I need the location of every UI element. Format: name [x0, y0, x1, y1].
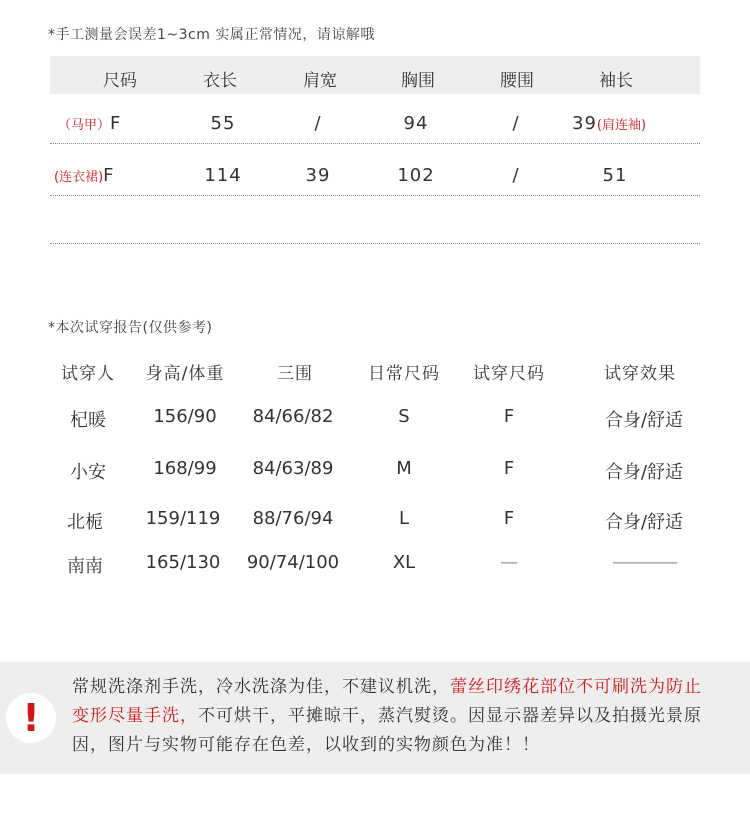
fit-cell: 北栀 [67, 512, 103, 533]
alert-badge [6, 693, 56, 743]
fit-cell: L [398, 508, 410, 529]
size-cell: / [512, 113, 520, 134]
fit-cell: ———— [612, 552, 676, 573]
fit-header-measurements: 三围 [277, 364, 313, 384]
fit-cell: 合身/舒适 [604, 512, 684, 533]
size-row-size: F [103, 165, 115, 186]
fit-cell: XL [392, 552, 416, 573]
fit-cell: 杞暖 [70, 410, 106, 431]
fit-cell: 合身/舒适 [604, 410, 684, 431]
fit-cell: — [500, 552, 518, 573]
exclamation-icon: ! [22, 696, 40, 740]
fit-cell: 168/99 [153, 458, 217, 479]
fit-cell: 165/130 [145, 552, 221, 573]
size-note: *手工测量会误差1~3cm 实属正常情况，请谅解哦 [48, 27, 375, 43]
fit-cell: 90/74/100 [246, 552, 340, 573]
fit-cell: 84/63/89 [252, 458, 334, 479]
size-row-tag: （马甲） [58, 118, 111, 133]
care-text-1: 常规洗涤剂手洗，冷水洗涤为佳，不建议机洗， [72, 677, 450, 697]
size-cell: 51 [602, 165, 628, 186]
size-header-sleeve: 袖长 [599, 71, 633, 91]
fit-cell: 84/66/82 [252, 406, 334, 427]
fit-note: *本次试穿报告(仅供参考) [48, 320, 213, 336]
size-header-size: 尺码 [103, 71, 137, 91]
size-row-vest-label [58, 113, 121, 134]
size-row-size: F [110, 113, 122, 134]
care-instructions [72, 673, 712, 760]
size-cell: 55 [210, 113, 236, 134]
fit-header-person: 试穿人 [61, 364, 115, 384]
size-cell: 114 [204, 165, 242, 186]
size-header-waist: 腰围 [500, 71, 534, 91]
fit-header-effect: 试穿效果 [604, 364, 676, 384]
fit-cell: F [503, 406, 515, 427]
size-cell: 94 [403, 113, 429, 134]
row-divider [50, 195, 700, 196]
fit-cell: 156/90 [153, 406, 217, 427]
fit-cell: 合身/舒适 [604, 462, 684, 483]
size-row-tag: (连衣裙) [54, 170, 104, 185]
size-row-dress-label [54, 165, 115, 186]
size-header-chest: 胸围 [401, 71, 435, 91]
size-cell: / [314, 113, 322, 134]
fit-cell: 159/119 [145, 508, 221, 529]
size-header-length: 衣长 [203, 71, 237, 91]
fit-cell: M [396, 458, 412, 479]
fit-cell: 88/76/94 [252, 508, 334, 529]
size-cell: 39 [305, 165, 331, 186]
fit-cell: S [398, 406, 410, 427]
fit-header-height-weight: 身高/体重 [145, 364, 225, 384]
row-divider [50, 243, 700, 244]
row-divider [50, 143, 700, 144]
size-header-shoulder: 肩宽 [303, 71, 337, 91]
fit-cell: F [503, 458, 515, 479]
fit-cell: 小安 [70, 462, 106, 483]
size-cell: 102 [397, 165, 435, 186]
fit-cell: F [503, 508, 515, 529]
fit-cell: 南南 [67, 556, 103, 577]
size-cell: / [512, 165, 520, 186]
fit-header-usual-size: 日常尺码 [368, 364, 440, 384]
size-row-sleeve [572, 113, 646, 134]
care-text-2: 不可烘干，平摊晾干，蒸汽熨烫。因显示器差异以及拍摄光景原因，图片与实物可能存在色差，以收到的实物颜色为准！！ [72, 706, 702, 755]
size-row-suffix: (肩连袖) [596, 118, 647, 133]
size-cell: 39 [572, 113, 597, 134]
fit-header-tried-size: 试穿尺码 [473, 364, 545, 384]
care-text-warning: 蕾丝印绣花部位不可刷洗为防止变形尽量手洗， [72, 677, 702, 726]
